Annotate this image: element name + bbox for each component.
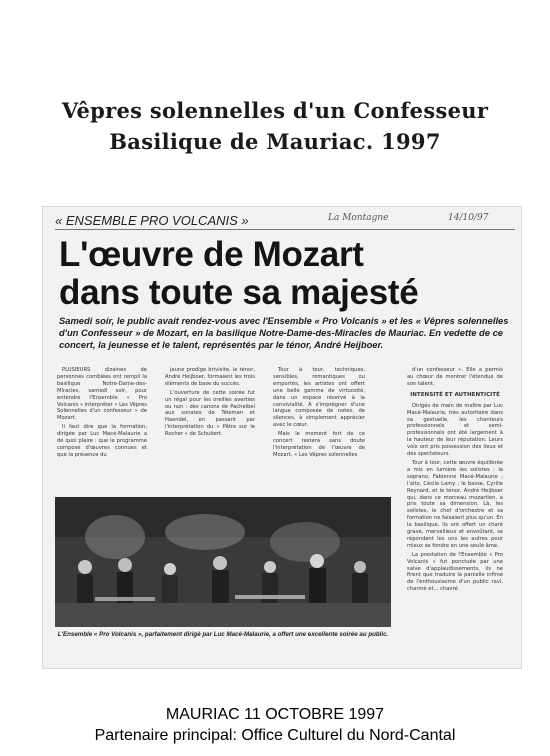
article-paragraph: jeune prodige brivisite, le ténor, André Heijboer, formaient les trois éléments de base du succès. [165, 367, 255, 387]
document-heading-line2: Basilique de Mauriac. 1997 [109, 129, 441, 154]
article-column-4 [407, 367, 503, 667]
kicker-divider [55, 229, 515, 230]
article-paragraph: L'ouverture de cette soirée fut un régal pour les oreilles averties ou non : des canons de Pachelbel aux sonates de Téleman et Haendel, en passant par l'interprétation du « Pâtre sur le Rocher » de Schubert. [165, 389, 255, 438]
article-paragraph: La prestation de l'Ensemble « Pro Volcanis » fut ponctuée par une salve d'applaudissements, ils ne firent que traduire la parcelle infime de l'enthousiasme d'un public ravi, charmé et... chavré. [407, 551, 503, 593]
headline-line2: dans toute sa majesté [59, 273, 419, 312]
article-lede: Samedi soir, le public avait rendez-vous avec l'Ensemble « Pro Volcanis » et les « Vêpres solennelles d'un Confesseur » de Mozart, en la basilique Notre-Dame-des-Miracles de Mauriac. En vedette de ce concert, la jeunesse et le talent, représentés par le ténor, André Heijboer. [59, 315, 509, 350]
article-paragraph: Mais le moment fort de ce concert restera sans doute l'interprétation de l'œuvre de Mozart, « Les Vêpres solennelles [273, 431, 365, 458]
clipping-kicker: « ENSEMBLE PRO VOLCANIS » [55, 213, 249, 228]
document-heading-line1: Vêpres solennelles d'un Confesseur [61, 98, 489, 123]
article-paragraph: Dirigés de main de maître par Luc Macé-Malaurie, très autoritaire dans sa gestuelle, les chanteurs professionnels et semi-professionnels ont été largement à la hauteur de leur réputation. Leurs voix ont pris possession des lieux et des spectateurs. [407, 402, 503, 458]
article-column-1 [57, 367, 147, 495]
photo-caption: L'Ensemble « Pro Volcanis », parfaitement dirigé par Luc Macé-Malaurie, a offert une excellente soirée au public. [57, 631, 389, 638]
concert-photo [55, 497, 391, 627]
footer-partner-line: Partenaire principal: Office Culturel du Nord-Cantal [94, 727, 456, 744]
article-column-3 [273, 367, 365, 495]
article-subheading: INTENSITÉ ET AUTHENTICITÉ [410, 391, 500, 398]
headline-line1: L'œuvre de Mozart [59, 235, 364, 274]
article-paragraph: Tour à tour, cette œuvre équilibrée a mis en lumière les solistes : la soprano, Fabienne Macé-Malaurie ; l'alto, Cécile Lamy ; le basse, Cyrille Reynard, et le ténor, André Heijboer qui, dans ce morceau mozartien, a pris toute sa dimension. Là, les solistes, le chef d'orchestre et sa formation ne faisaient plus qu'un. En la basilique, ils ont offert un chant grave, merveilleux et envoûtant, se répondant les uns les autres pour mieux se fondre en une seule âme. [407, 459, 503, 549]
article-paragraph: Il faut dire que la formation, dirigée par Luc Macé-Malaurie a de quoi plaire : que le programme composé d'œuvres connues et que la présence du [57, 424, 147, 458]
footer-date-line: MAURIAC 11 OCTOBRE 1997 [165, 706, 385, 723]
handwritten-source-note: La Montagne [328, 213, 389, 223]
newspaper-clipping [42, 206, 522, 669]
article-paragraph: PLUSIEURS dizaines de personnes comblées ont rempli la basilique Notre-Dame-des-Miracles, samedi soir, pour entendre l'Ensemble « Pro Volcanis » interpréter « Les Vêpres Solennelles d'un confesseur » de Mozart. [57, 367, 147, 422]
article-column-2 [165, 367, 255, 495]
article-paragraph: d'un confesseur ». Elle a permis au chœur de montrer l'étendue de son talent. [407, 367, 503, 387]
handwritten-date-note: 14/10/97 [448, 213, 489, 223]
article-paragraph: Tour à tour, techniques, sensibles, romantiques ou emportés, les artistes ont offert une belle gamme de virtuosité, dans un espace réservé à la convivialité. A s'imprégner d'une langue composée de notes, de silences, à simplement apprécier avec le cœur. [273, 367, 365, 429]
